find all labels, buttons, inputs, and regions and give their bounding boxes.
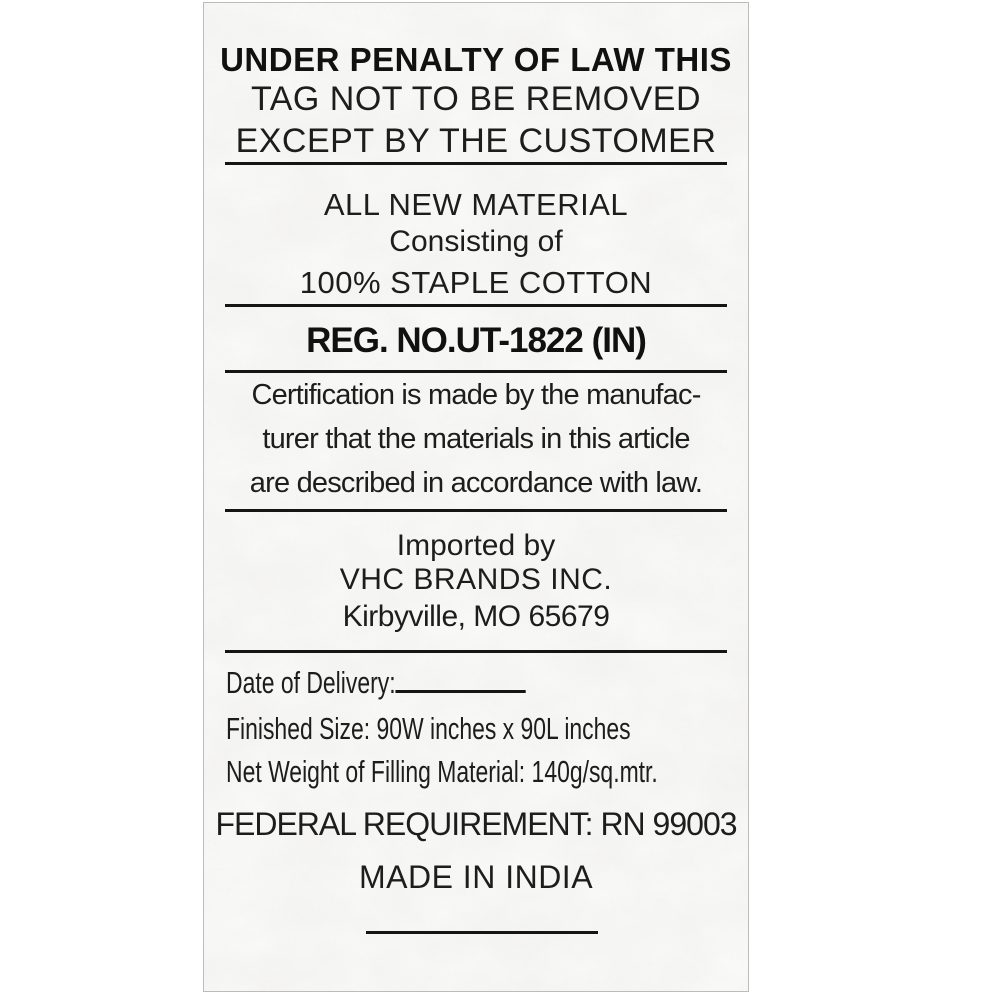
label-content: [204, 3, 748, 991]
divider-1: [225, 162, 727, 165]
certification-line2: turer that the materials in this article: [262, 423, 690, 455]
net-weight-text: Net Weight of Filling Material: 140g/sq.mtr.: [226, 754, 658, 789]
certification-line1: Certification is made by the manufac-: [251, 379, 701, 411]
imported-by-line: Imported by: [396, 529, 556, 562]
date-of-delivery-label: Date of Delivery:: [226, 665, 396, 700]
penalty-heading-line1: UNDER PENALTY OF LAW THIS: [220, 41, 732, 78]
federal-requirement-line: FEDERAL REQUIREMENT: RN 99003: [215, 806, 737, 842]
staple-cotton-line: 100% STAPLE COTTON: [299, 265, 653, 300]
certification-line3: are described in accordance with law.: [249, 467, 703, 499]
divider-5: [225, 650, 727, 653]
importer-address: Kirbyville, MO 65679: [342, 600, 610, 633]
date-of-delivery-line: [226, 666, 749, 698]
net-weight-line: [226, 756, 749, 787]
penalty-heading-line3: EXCEPT BY THE CUSTOMER: [235, 122, 717, 160]
finished-size-text: Finished Size: 90W inches x 90L inches: [226, 711, 631, 746]
divider-4: [225, 509, 727, 512]
registration-number: REG. NO.UT-1822 (IN): [306, 321, 646, 360]
law-tag-label: [203, 2, 749, 992]
finished-size-line: [226, 713, 749, 744]
penalty-heading-line2: TAG NOT TO BE REMOVED: [250, 80, 702, 118]
signature-line: [366, 931, 598, 934]
all-new-material-line: ALL NEW MATERIAL: [323, 187, 629, 222]
consisting-of-line: Consisting of: [389, 225, 563, 258]
date-of-delivery-blank: [396, 666, 526, 693]
made-in-line: MADE IN INDIA: [358, 859, 594, 895]
importer-name: VHC BRANDS INC.: [339, 563, 613, 596]
divider-2: [225, 304, 727, 307]
certification-paragraph: [204, 373, 748, 505]
